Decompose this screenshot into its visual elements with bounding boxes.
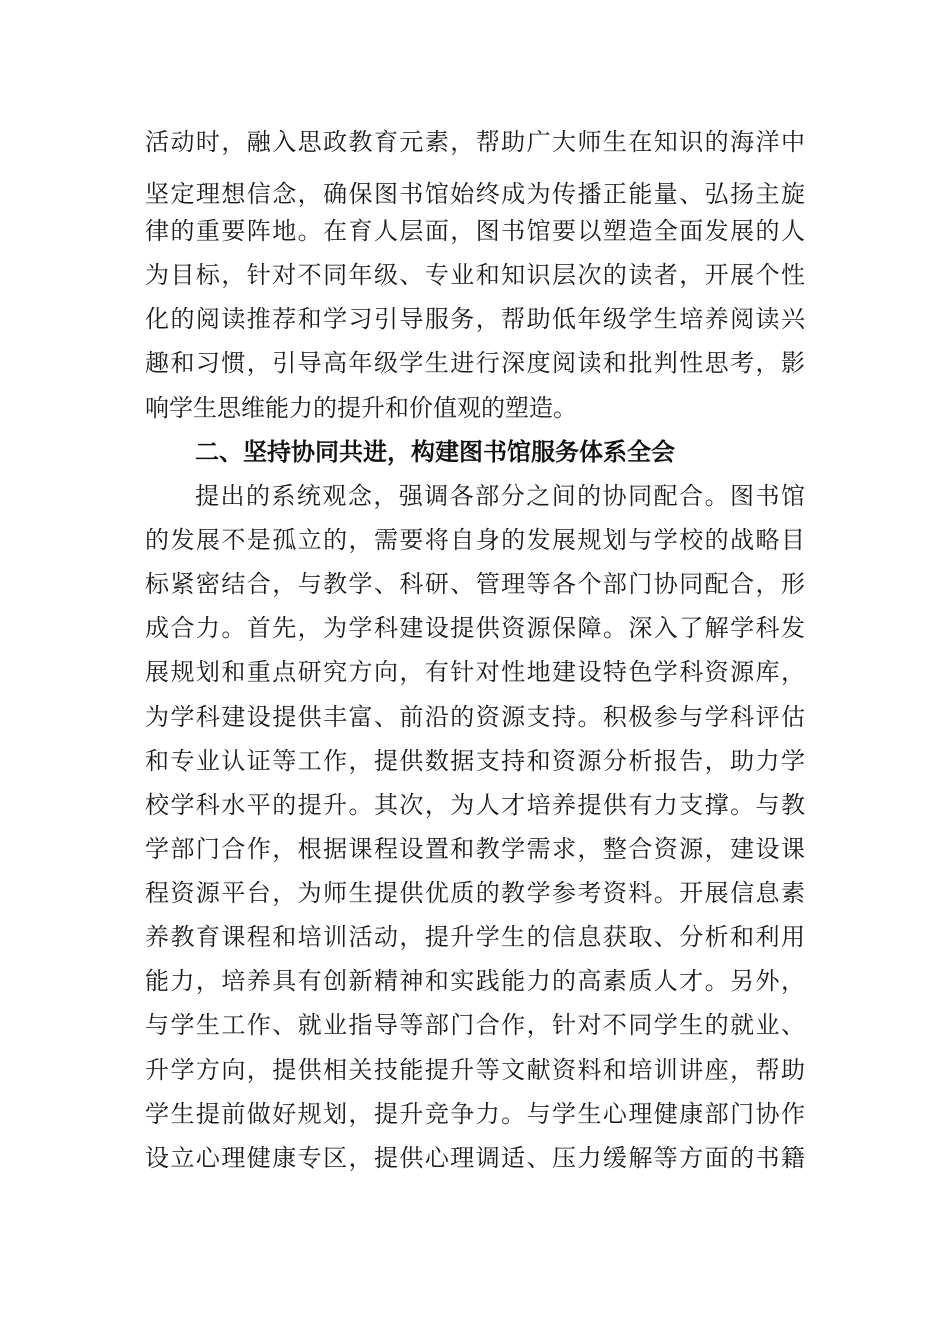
text-line: 响学生思维能力的提升和价值观的塑造。 xyxy=(145,394,577,422)
text-line: 坚定理想信念，确保图书馆始终成为传播正能量、弘扬主旋 xyxy=(145,180,805,208)
text-line: 为目标，针对不同年级、专业和知识层次的读者，开展个性 xyxy=(145,261,805,289)
text-line: 成合力。首先，为学科建设提供资源保障。深入了解学科发 xyxy=(145,614,805,642)
text-line: 的发展不是孤立的，需要将自身的发展规划与学校的战略目 xyxy=(145,526,805,554)
text-line: 程资源平台，为师生提供优质的教学参考资料。开展信息素 xyxy=(145,879,805,907)
text-line: 校学科水平的提升。其次，为人才培养提供有力支撑。与教 xyxy=(145,791,805,819)
text-line: 设立心理健康专区，提供心理调适、压力缓解等方面的书籍 xyxy=(145,1144,805,1172)
text-line: 提出的系统观念，强调各部分之间的协同配合。图书馆 xyxy=(195,482,805,510)
text-line: 与学生工作、就业指导等部门合作，针对不同学生的就业、 xyxy=(145,1011,805,1039)
text-line: 活动时，融入思政教育元素，帮助广大师生在知识的海洋中 xyxy=(145,128,805,156)
text-line: 趣和习惯，引导高年级学生进行深度阅读和批判性思考，影 xyxy=(145,349,805,377)
text-line: 律的重要阵地。在育人层面，图书馆要以塑造全面发展的人 xyxy=(145,217,805,245)
text-line: 展规划和重点研究方向，有针对性地建设特色学科资源库， xyxy=(145,658,805,686)
text-line: 标紧密结合，与教学、科研、管理等各个部门协同配合，形 xyxy=(145,570,805,598)
text-line: 化的阅读推荐和学习引导服务，帮助低年级学生培养阅读兴 xyxy=(145,305,805,333)
text-line: 学部门合作，根据课程设置和教学需求，整合资源，建设课 xyxy=(145,835,805,863)
text-line: 和专业认证等工作，提供数据支持和资源分析报告，助力学 xyxy=(145,747,805,775)
text-line: 升学方向，提供相关技能提升等文献资料和培训讲座，帮助 xyxy=(145,1056,805,1084)
text-line: 为学科建设提供丰富、前沿的资源支持。积极参与学科评估 xyxy=(145,703,805,731)
text-line: 能力，培养具有创新精神和实践能力的高素质人才。另外， xyxy=(145,967,805,995)
text-line: 学生提前做好规划，提升竞争力。与学生心理健康部门协作 xyxy=(145,1100,805,1128)
section-heading: 二、坚持协同共进，构建图书馆服务体系全会 xyxy=(195,438,675,466)
text-line: 养教育课程和培训活动，提升学生的信息获取、分析和利用 xyxy=(145,923,805,951)
